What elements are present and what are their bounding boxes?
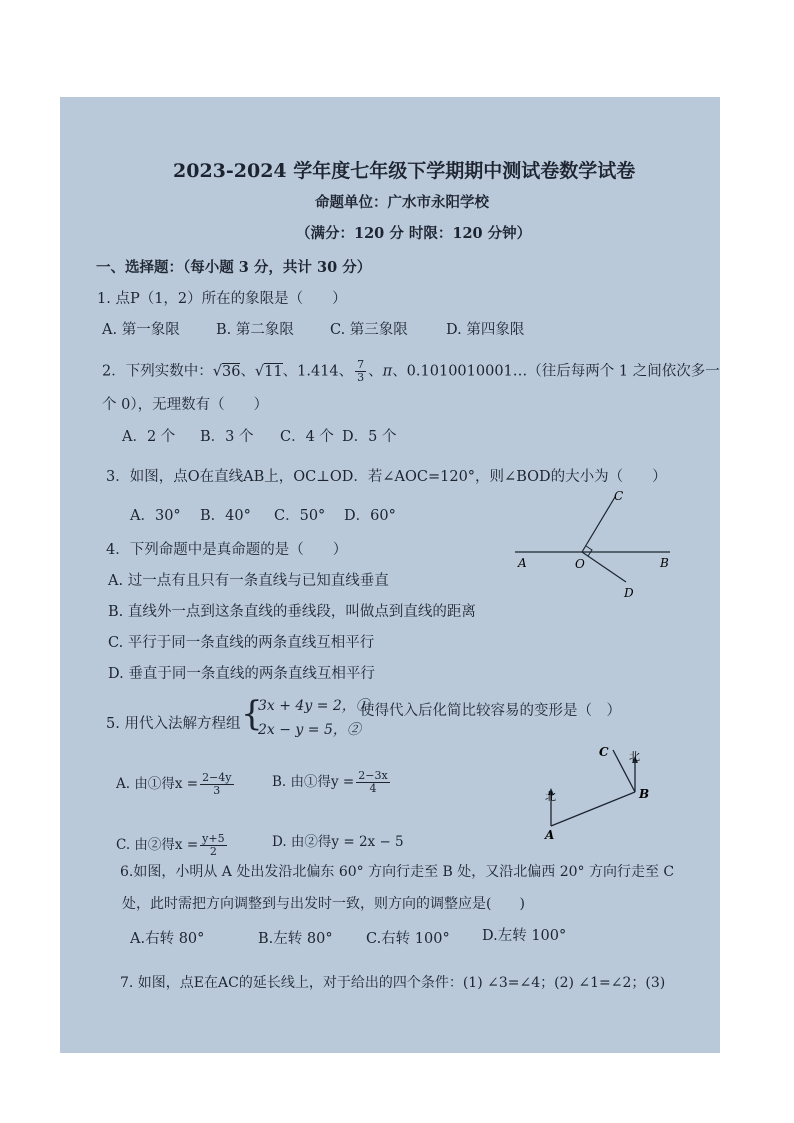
q3-option-d: D．60° — [344, 508, 396, 524]
label-b: B — [639, 787, 650, 801]
q5-suffix: 使得代入后化简比较容易的变形是（ ） — [360, 703, 621, 719]
q3-option-b: B．40° — [200, 508, 251, 524]
q5-eq2: 2x − y = 5，② — [258, 722, 361, 738]
q3-stem: 3．如图，点O在直线AB上，OC⊥OD．若∠AOC=120°，则∠BOD的大小为（ ） — [106, 469, 667, 485]
q4-option-b: B. 直线外一点到这条直线的垂线段，叫做点到直线的距离 — [108, 604, 476, 620]
north-label-b: 北 — [629, 750, 640, 763]
q4-option-a: A. 过一点有且只有一条直线与已知直线垂直 — [108, 573, 389, 589]
q1-option-c: C. 第三象限 — [330, 322, 408, 338]
exam-unit: 命题单位：广水市永阳学校 — [315, 194, 489, 211]
q1-option-d: D. 第四象限 — [446, 322, 525, 338]
exam-paper — [60, 97, 720, 1053]
q2-option-d: D．5 个 — [342, 429, 397, 445]
q6-option-c: C.右转 100° — [366, 931, 450, 947]
q4-option-d: D. 垂直于同一条直线的两条直线互相平行 — [108, 666, 375, 682]
right-angle-mark — [586, 546, 592, 556]
q3-figure — [510, 487, 680, 602]
q3-option-a: A．30° — [130, 508, 181, 524]
label-c: C — [599, 745, 609, 759]
q6-figure — [535, 742, 665, 847]
q2-option-a: A．2 个 — [122, 429, 176, 445]
q5-prefix: 5. 用代入法解方程组 — [106, 716, 241, 732]
exam-limits: （满分：120 分 时限：120 分钟） — [296, 225, 532, 242]
q5-option-c: C. 由②得x = $\frac{y+5}{2}$ — [116, 832, 225, 858]
path-ab — [551, 792, 635, 826]
label-d: D — [624, 586, 634, 600]
q1-stem: 1. 点P（1，2）所在的象限是（ ） — [97, 291, 347, 307]
q6-option-b: B.左转 80° — [258, 931, 333, 947]
q5-option-d: D. 由②得y = 2x − 5 — [272, 834, 404, 850]
q1-option-b: B. 第二象限 — [216, 322, 294, 338]
q2-pi: π — [382, 363, 393, 380]
label-o: O — [575, 557, 585, 571]
label-a: A — [545, 828, 555, 842]
q4-stem: 4．下列命题中是真命题的是（ ） — [106, 542, 348, 558]
q4-option-c: C. 平行于同一条直线的两条直线互相平行 — [108, 635, 375, 651]
q6-option-d: D.左转 100° — [482, 928, 567, 944]
q1-option-a: A. 第一象限 — [102, 322, 180, 338]
q5-option-a: A. 由①得x = $\frac{2-4y}{3}$ — [116, 771, 232, 797]
ray-oc — [582, 497, 615, 552]
q2-option-c: C．4 个 — [280, 429, 334, 445]
q6-line1: 6.如图，小明从 A 处出发沿北偏东 60° 方向行走至 B 处，又沿北偏西 20° 方向行走至 C — [120, 864, 675, 880]
label-c: C — [614, 489, 624, 503]
q2-root-36: 36 — [221, 363, 241, 380]
q2-line2: 个 0），无理数有（ ） — [102, 397, 269, 413]
q2-fraction: $\frac{7}{3}$ — [357, 358, 365, 384]
q2-decimal: 1.414 — [297, 363, 339, 380]
q7-line1: 7. 如图，点E在AC的延长线上，对于给出的四个条件：(1) ∠3=∠4；(2) ∠1=∠2；(3) — [120, 975, 666, 991]
q3-option-c: C．50° — [274, 508, 326, 524]
ray-od — [582, 552, 626, 582]
q6-line2: 处，此时需把方向调整到与出发时一致，则方向的调整应是( ) — [122, 896, 525, 912]
q6-option-a: A.右转 80° — [130, 931, 205, 947]
section-heading: 一、选择题：（每小题 3 分，共计 30 分） — [96, 259, 372, 276]
label-a: A — [518, 556, 527, 570]
q2-root-11: 11 — [264, 363, 283, 380]
q5-brace: { — [241, 694, 263, 734]
q2-prefix: 2．下列实数中： — [102, 363, 213, 380]
q5-option-b: B. 由①得y = $\frac{2-3x}{4}$ — [272, 769, 388, 795]
q2-line1: 2．下列实数中：√36、√11、1.414、 $\frac{7}{3}$ 、π、0.1010010001…（往后每两个 1 之间依次多一 — [102, 358, 720, 384]
q2-option-b: B．3 个 — [200, 429, 254, 445]
q2-tail: 、0.1010010001…（往后每两个 1 之间依次多一 — [392, 363, 720, 380]
exam-title: 2023-2024 学年度七年级下学期期中测试卷数学试卷 — [173, 160, 636, 182]
q5-eq1: 3x + 4y = 2，① — [258, 698, 370, 714]
north-label-a: 北 — [545, 790, 556, 803]
label-b: B — [660, 556, 669, 570]
